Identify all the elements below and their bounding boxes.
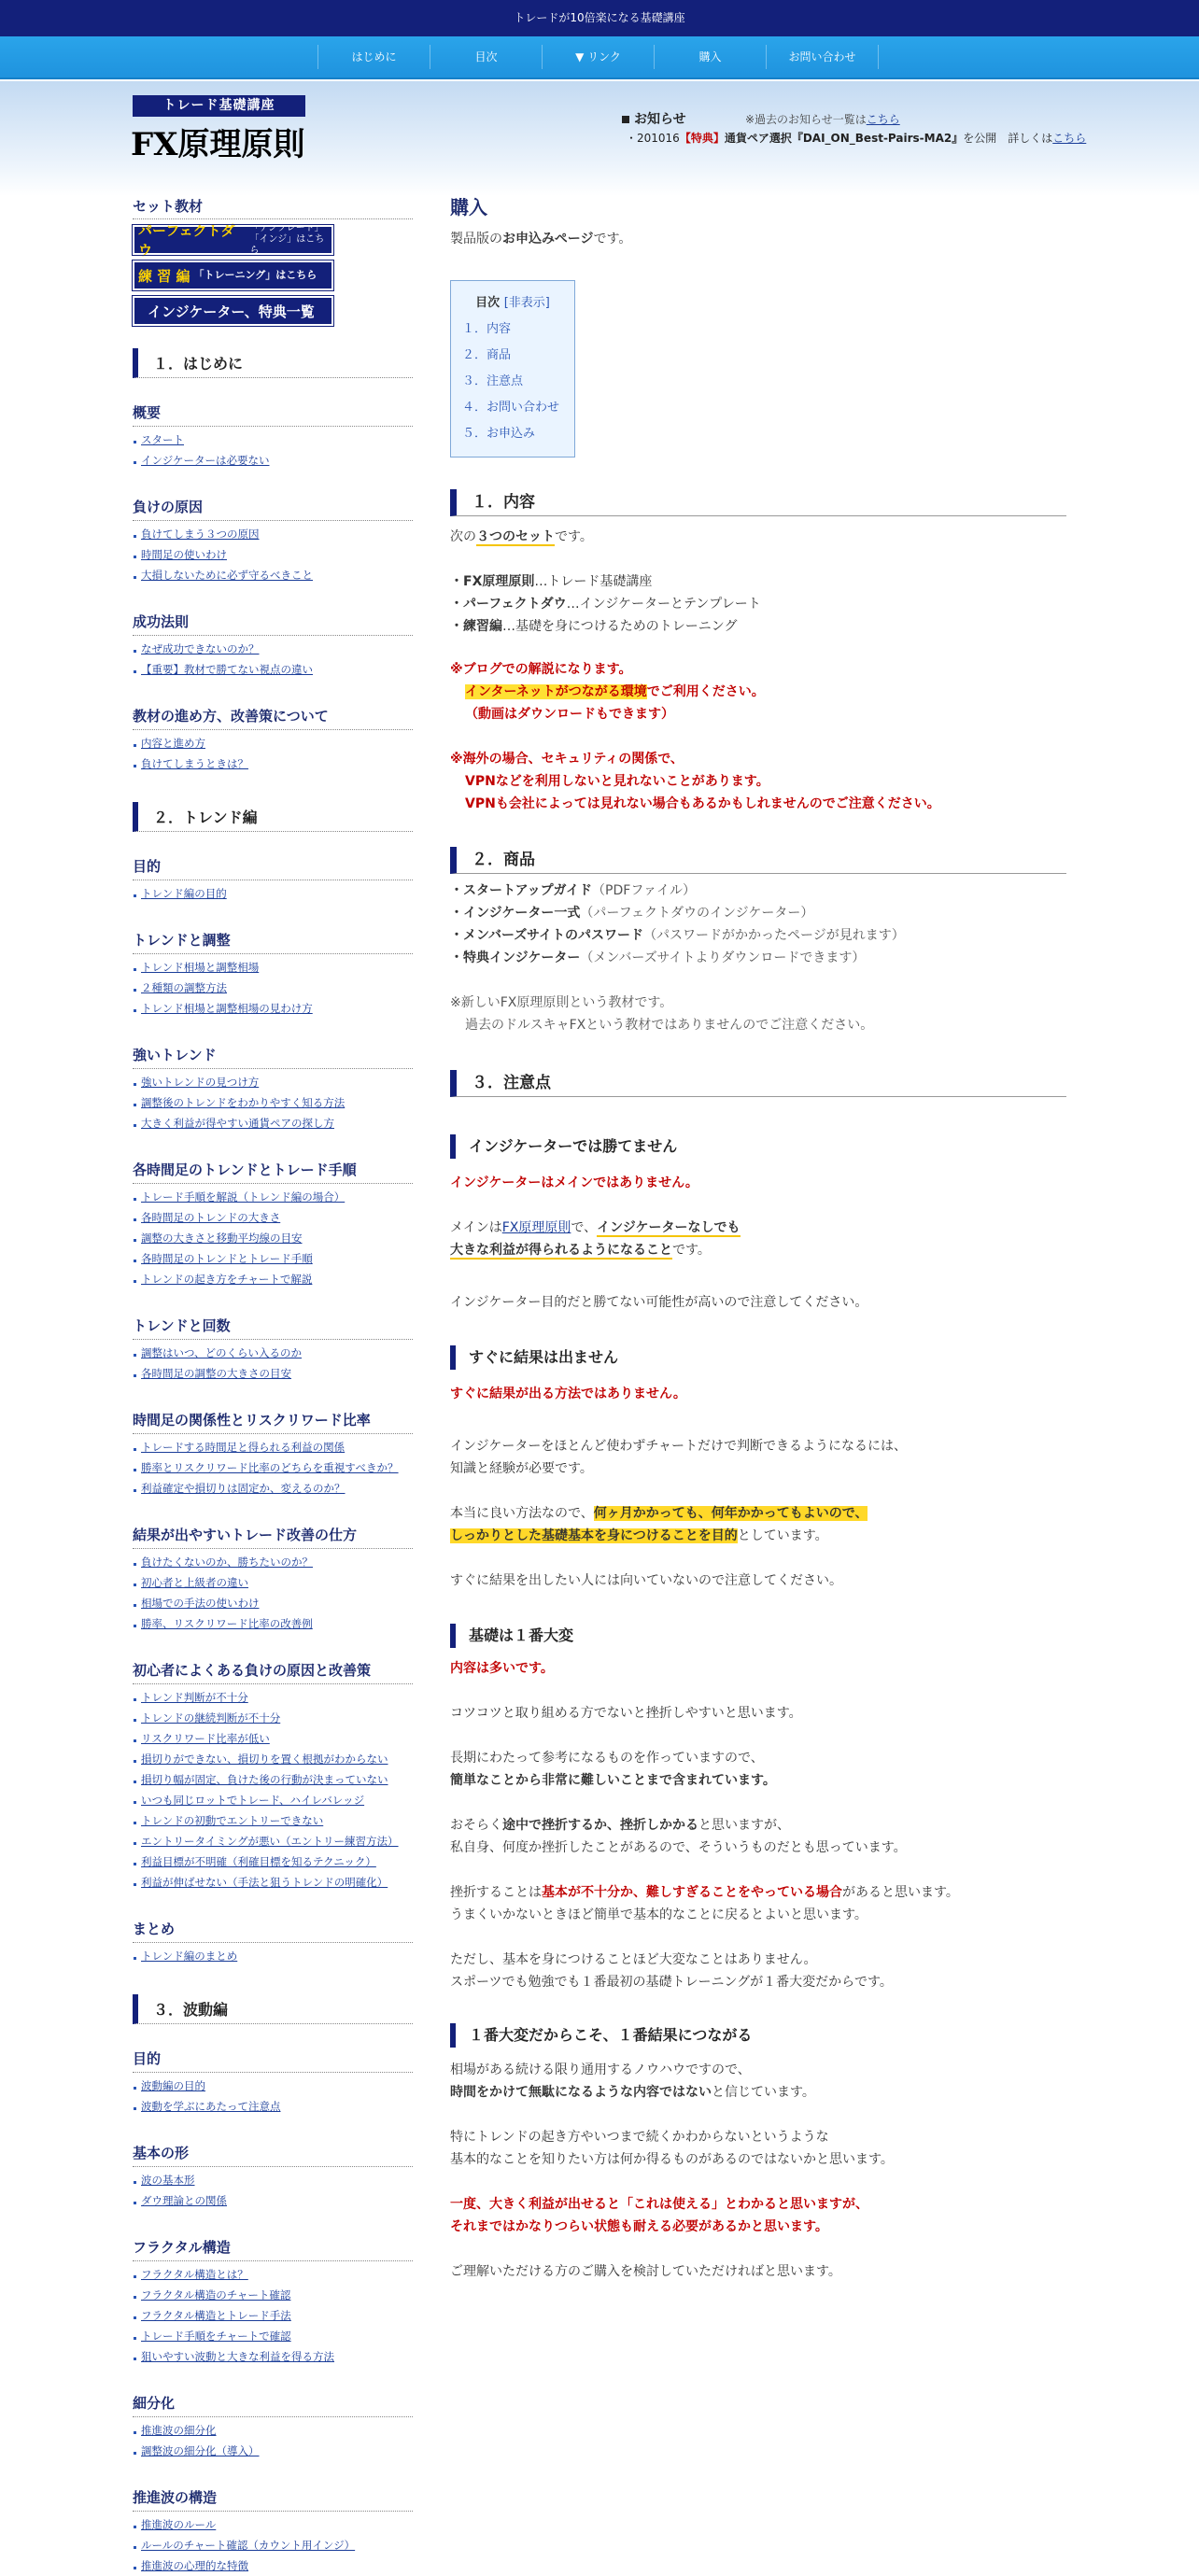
section-heading-product: ２．商品 <box>450 847 1066 874</box>
nav-section-title: 教材の進め方、改善策について <box>133 706 413 730</box>
sidebar-link[interactable]: 大損しないために必ず守るべきこと <box>133 565 413 585</box>
sidebar-link[interactable]: トレンドの初動でエントリーできない <box>133 1810 413 1831</box>
toc-title: 目次 [非表示] <box>475 296 550 310</box>
sidebar-link[interactable]: 負けてしまう３つの原因 <box>133 524 413 544</box>
toc-toggle[interactable]: [非表示] <box>503 296 550 310</box>
nav-section <box>133 1660 413 1893</box>
nav-section <box>133 1045 413 1133</box>
sidebar-link[interactable]: 【重要】教材で勝てない視点の違い <box>133 659 413 680</box>
sidebar-link[interactable]: 利益確定や損切りは固定か、変えるのか？ <box>133 1478 413 1499</box>
product-note: ※新しいFX原理原則という教材です。 過去のドルスキャFXという教材ではありませんのでご注意ください。 <box>450 995 874 1033</box>
sidebar-link[interactable]: 波動編の目的 <box>133 2076 413 2096</box>
sidebar-link[interactable]: 推進波のルール <box>133 2514 413 2535</box>
sidebar-link[interactable]: エントリータイミングが悪い（エントリー練習方法） <box>133 1831 413 1851</box>
sidebar-link[interactable]: いつも同じロットでトレード、ハイレバレッジ <box>133 1790 413 1810</box>
list-item: ・パーフェクトダウ…インジケーターとテンプレート <box>450 597 761 612</box>
section-heading-content: １．内容 <box>450 489 1066 516</box>
nav-section <box>133 2487 413 2576</box>
nav-section-title: 各時間足のトレンドとトレード手順 <box>133 1160 413 1184</box>
nav-section <box>133 1160 413 1289</box>
practice-banner[interactable]: 練 習 編 「トレーニング」はこちら <box>133 260 333 290</box>
nav-section-title: 負けの原因 <box>133 497 413 521</box>
list-item: ・FX原理原則…トレード基礎講座 <box>450 574 653 589</box>
sidebar-link[interactable]: 利益が伸ばせない（手法と狙うトレンドの明確化） <box>133 1872 413 1893</box>
site-logo[interactable]: FX原理原則 <box>131 126 305 163</box>
square-bullet-icon <box>622 116 629 123</box>
nav-section <box>133 1525 413 1634</box>
sidebar-link[interactable]: 相場での手法の使いわけ <box>133 1593 413 1613</box>
subheading-quick: すぐに結果は出ません <box>450 1345 1066 1370</box>
nav-section-title: 初心者によくある負けの原因と改善策 <box>133 1660 413 1684</box>
toc-item[interactable]: ４．お問い合わせ <box>462 401 560 415</box>
sidebar-link[interactable]: 各時間足のトレンドの大きさ <box>133 1207 413 1228</box>
nav-section-title: トレンドと調整 <box>133 930 413 954</box>
nav-section <box>133 402 413 471</box>
sidebar-link[interactable]: 勝率とリスクリワード比率のどちらを重視すべきか？ <box>133 1457 413 1478</box>
sidebar-link[interactable]: ダウ理論との関係 <box>133 2190 413 2211</box>
table-of-contents <box>450 280 575 457</box>
sidebar-link[interactable]: なぜ成功できないのか？ <box>133 639 413 659</box>
sidebar-link[interactable]: 内容と進め方 <box>133 733 413 753</box>
nav-section-title: フラクタル構造 <box>133 2237 413 2261</box>
sidebar-link[interactable]: トレンド相場と調整相場の見わけ方 <box>133 998 413 1019</box>
sidebar-link[interactable]: スタート <box>133 429 413 450</box>
nav-section <box>133 856 413 904</box>
nav-section-title: 推進波の構造 <box>133 2487 413 2512</box>
nav-item-purchase[interactable]: 購入 <box>655 45 767 69</box>
sidebar-link[interactable]: トレンドの起き方をチャートで解説 <box>133 1269 413 1289</box>
nav-section <box>133 2393 413 2461</box>
fx-principle-link[interactable]: FX原理原則 <box>501 1220 571 1235</box>
sidebar-link[interactable]: トレード手順を解説（トレンド編の場合） <box>133 1187 413 1207</box>
result-warning: 一度、大きく利益が出せると「これは使える」とわかると思いますが、 それまではかなりつらい状態も耐える必要があるかと思います。 <box>450 2197 868 2234</box>
chapter-2-heading[interactable]: ２．トレンド編 <box>133 802 413 832</box>
sidebar-link[interactable]: 波動を学ぶにあたって注意点 <box>133 2096 413 2117</box>
sidebar-link[interactable]: フラクタル構造のチャート確認 <box>133 2285 413 2305</box>
news-title: お知らせ <box>622 109 686 128</box>
sidebar-link[interactable]: フラクタル構造とは？ <box>133 2264 413 2285</box>
sidebar-link[interactable]: ２種類の調整方法 <box>133 978 413 998</box>
sidebar-link[interactable]: 初心者と上級者の違い <box>133 1572 413 1593</box>
sidebar <box>133 196 413 2576</box>
subheading-basic: 基礎は１番大変 <box>450 1624 1066 1648</box>
sidebar-link[interactable]: 調整はいつ、どのくらい入るのか <box>133 1343 413 1363</box>
basic-text-5: ただし、基本を身につけることほど大変なことはありません。 スポーツでも勉強でも１番最初の基礎トレーニングが１番大変だからです。 <box>450 1952 893 1990</box>
sidebar-link[interactable]: 各時間足のトレンドとトレード手順 <box>133 1248 413 1269</box>
sidebar-link[interactable]: 波の基本形 <box>133 2170 413 2190</box>
nav-section <box>133 1410 413 1499</box>
sidebar-link[interactable]: トレードする時間足と得られる利益の関係 <box>133 1437 413 1457</box>
global-nav <box>0 36 1199 79</box>
quick-warning: すぐに結果が出る方法ではありません。 <box>450 1387 686 1401</box>
news-item-link[interactable]: こちら <box>1052 132 1087 145</box>
content-list <box>450 570 1066 638</box>
nav-section <box>133 497 413 585</box>
logo-subtitle[interactable]: トレード基礎講座 <box>133 95 305 117</box>
toc-item[interactable]: ２．商品 <box>462 348 512 362</box>
sidebar-link[interactable]: ルールのチャート確認（カウント用インジ） <box>133 2535 413 2555</box>
sidebar-link[interactable]: トレンド編のまとめ <box>133 1946 413 1966</box>
basic-warning: 内容は多いです。 <box>450 1661 554 1676</box>
nav-section <box>133 2048 413 2117</box>
nav-section-title: トレンドと回数 <box>133 1316 413 1340</box>
sidebar-link[interactable]: 負けてしまうときは？ <box>133 753 413 774</box>
nav-section <box>133 2143 413 2211</box>
list-item: ・メンバーズサイトのパスワード（パスワードがかかったページが見れます） <box>450 928 905 943</box>
nav-section-title: 時間足の関係性とリスクリワード比率 <box>133 1410 413 1434</box>
subheading-result: １番大変だからこそ、１番結果につながる <box>450 2023 1066 2048</box>
sidebar-link[interactable]: 損切りができない、損切りを置く根拠がわからない <box>133 1749 413 1769</box>
sidebar-link[interactable]: 損切り幅が固定、負けた後の行動が決まっていない <box>133 1769 413 1790</box>
sidebar-link[interactable]: トレンド編の目的 <box>133 883 413 904</box>
nav-item-contents[interactable]: 目次 <box>430 45 543 69</box>
sidebar-link[interactable]: 負けたくないのか、勝ちたいのか？ <box>133 1552 413 1572</box>
chapter-3-heading[interactable]: ３．波動編 <box>133 1994 413 2024</box>
sidebar-link[interactable]: 調整の大きさと移動平均線の目安 <box>133 1228 413 1248</box>
nav-section-title: 概要 <box>133 402 413 427</box>
list-item: ・インジケーター一式（パーフェクトダウのインジケーター） <box>450 906 814 921</box>
news-past-link[interactable]: こちら <box>866 113 900 126</box>
toc-item[interactable]: １．内容 <box>462 322 512 336</box>
news-past-line: ※過去のお知らせ一覧はこちら <box>745 113 900 126</box>
toc-item[interactable]: ３．注意点 <box>462 374 524 388</box>
quick-text-2: 本当に良い方法なので、何ヶ月かかっても、何年かかってもよいので、 しっかりとした基礎基本を身につけることを目的としています。 <box>450 1506 868 1543</box>
nav-section <box>133 706 413 774</box>
nav-section <box>133 1316 413 1384</box>
nav-section-title: 結果が出やすいトレード改善の仕方 <box>133 1525 413 1549</box>
indicator-text: メインはFX原理原則で、インジケーターなしでも 大きな利益が得られるようになることです。 <box>450 1220 741 1258</box>
news-item: ・201016【特典】通貨ペア選択『DAI_ON_Best-Pairs-MA2』を公開 詳しくはこちら <box>626 132 1087 145</box>
set-materials-title: セット教材 <box>133 196 413 219</box>
nav-section-title: 目的 <box>133 856 413 880</box>
nav-section <box>133 612 413 680</box>
nav-item-links[interactable]: ▼ リンク <box>543 45 655 69</box>
result-text-2: 特にトレンドの起き方やいつまで続くかわからないというような 基本的なことを知りたい方は何か得るものがあるのではないかと思います。 <box>450 2130 894 2167</box>
main-content <box>450 196 1066 2283</box>
nav-section-title: 細分化 <box>133 2393 413 2417</box>
basic-text-3: おそらく途中で挫折するか、挫折しかかると思いますが、 私自身、何度か挫折したことがあるので、そういうものだとも思っています。 <box>450 1818 907 1855</box>
sidebar-link[interactable]: リスクリワード比率が低い <box>133 1728 413 1749</box>
section-heading-caution: ３．注意点 <box>450 1070 1066 1097</box>
nav-section-title: 強いトレンド <box>133 1045 413 1069</box>
content-lead: 次の３つのセットです。 <box>450 529 593 544</box>
sidebar-link[interactable]: 推進波の細分化 <box>133 2420 413 2441</box>
toc-item[interactable]: ５．お申込み <box>462 427 536 441</box>
sidebar-link[interactable]: インジケーターは必要ない <box>133 450 413 471</box>
nav-section <box>133 930 413 1019</box>
sidebar-link[interactable]: 狙いやすい波動と大きな利益を得る方法 <box>133 2346 413 2367</box>
nav-item-intro[interactable]: はじめに <box>318 45 430 69</box>
basic-text-4: 挫折することは基本が不十分か、難しすぎることをやっている場合があると思います。 うまくいかないときほど簡単で基本的なことに戻るとよいと思います。 <box>450 1885 959 1922</box>
list-item: ・スタートアップガイド（PDFファイル） <box>450 883 697 898</box>
product-list <box>450 880 1066 969</box>
page-title: 購入 <box>450 196 487 218</box>
sidebar-link[interactable]: 勝率、リスクリワード比率の改善例 <box>133 1613 413 1634</box>
sidebar-link[interactable]: 推進波の心理的な特徴 <box>133 2555 413 2576</box>
indicator-warning: インジケーターはメインではありません。 <box>450 1175 698 1190</box>
nav-section-title: 目的 <box>133 2048 413 2073</box>
nav-section-title: 成功法則 <box>133 612 413 636</box>
sidebar-link[interactable]: トレンド判断が不十分 <box>133 1687 413 1708</box>
list-item: ・特典インジケーター（メンバーズサイトよりダウンロードできます） <box>450 950 866 965</box>
sidebar-link[interactable]: 強いトレンドの見つけ方 <box>133 1072 413 1092</box>
subheading-indicator: インジケーターでは勝てません <box>450 1134 1066 1159</box>
nav-section-title: まとめ <box>133 1919 413 1943</box>
sidebar-link[interactable]: 大きく利益が得やすい通貨ペアの探し方 <box>133 1113 413 1133</box>
sidebar-link[interactable]: 調整波の細分化（導入） <box>133 2441 413 2461</box>
nav-item-contact[interactable]: お問い合わせ <box>767 45 879 69</box>
nav-section <box>133 1919 413 1966</box>
sidebar-link[interactable]: 利益目標が不明確（利確目標を知るテクニック） <box>133 1851 413 1872</box>
intro-text: 製品版のお申込みページです。 <box>450 232 632 246</box>
news-box <box>622 109 1087 145</box>
chapter-1-heading[interactable]: １．はじめに <box>133 348 413 378</box>
site-header <box>0 81 1199 196</box>
sidebar-link[interactable]: 各時間足の調整の大きさの目安 <box>133 1363 413 1384</box>
sidebar-link[interactable]: 時間足の使いわけ <box>133 544 413 565</box>
result-text-1: 相場がある続ける限り通用するノウハウですので、 時間をかけて無駄になるような内容ではないと信じています。 <box>450 2062 815 2100</box>
quick-text-3: すぐに結果を出したい人には向いていないので注意してください。 <box>450 1573 842 1588</box>
perfect-dow-banner[interactable]: パーフェクトダウ 「テンプレート」 「インジ」はこちら <box>133 225 333 255</box>
sidebar-link[interactable]: 調整後のトレンドをわかりやすく知る方法 <box>133 1092 413 1113</box>
basic-text-2: 長期にわたって参考になるものを作っていますので、 簡単なことから非常に難しいことまで含まれています。 <box>450 1751 776 1788</box>
indicator-banner[interactable]: インジケーター、特典一覧 <box>133 296 333 326</box>
vpn-warning: ※海外の場合、セキュリティの関係で、 VPNなどを利用しないと見れないことがあります。 VPNも会社によっては見れない場合もあるかもしれませんのでご注意ください。 <box>450 752 940 811</box>
sidebar-link[interactable]: トレンドの継続判断が不十分 <box>133 1708 413 1728</box>
sidebar-link[interactable]: トレード手順をチャートで確認 <box>133 2326 413 2346</box>
blog-warning: ※ブログでの解説になります。 インターネットがつながる環境でご利用ください。 （動画はダウンロードもできます） <box>450 662 765 722</box>
quick-text-1: インジケーターをほとんど使わずチャートだけで判断できるようになるには、 知識と経験が必要です。 <box>450 1439 907 1476</box>
nav-section <box>133 2237 413 2367</box>
result-text-3: ご理解いただける方のご購入を検討していただければと思います。 <box>450 2264 841 2279</box>
basic-text-1: コツコツと取り組める方でないと挫折しやすいと思います。 <box>450 1706 802 1721</box>
sidebar-link[interactable]: フラクタル構造とトレード手法 <box>133 2305 413 2326</box>
list-item: ・練習編…基礎を身につけるためのトレーニング <box>450 619 738 634</box>
sidebar-link[interactable]: トレンド相場と調整相場 <box>133 957 413 978</box>
nav-section-title: 基本の形 <box>133 2143 413 2167</box>
top-banner: トレードが10倍楽になる基礎講座 <box>0 0 1199 36</box>
indicator-note: インジケーター目的だと勝てない可能性が高いので注意してください。 <box>450 1295 868 1310</box>
